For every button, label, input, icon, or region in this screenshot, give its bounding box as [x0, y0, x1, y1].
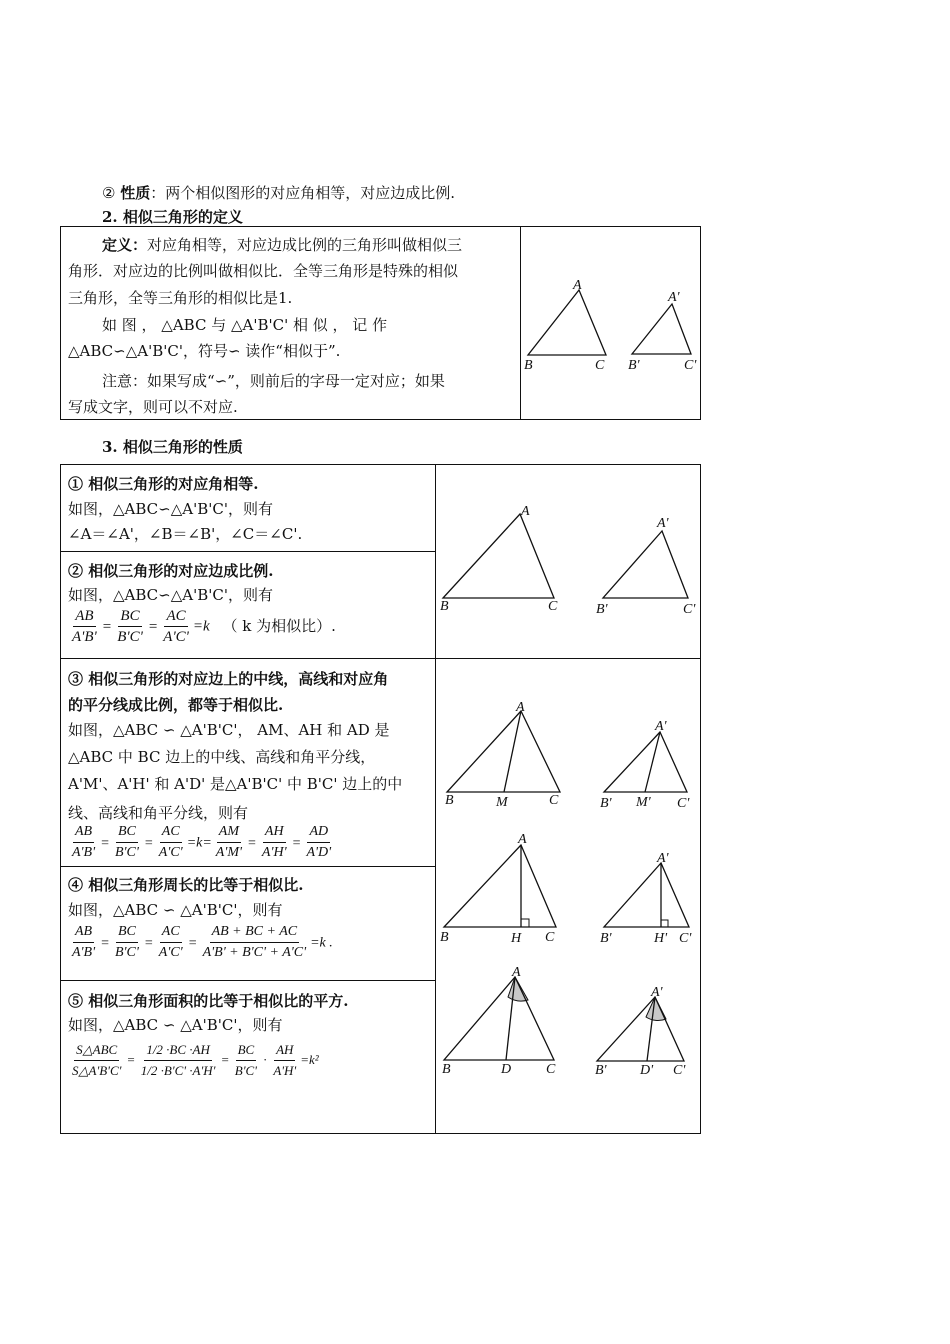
frac-den: A'H' [273, 1063, 297, 1078]
fraction [304, 822, 333, 863]
label-m-prime: M' [636, 795, 651, 810]
label-b: B [440, 599, 449, 614]
definition-line-2: 角形．对应边的比例叫做相似比．全等三角形是特殊的相似 [68, 262, 459, 280]
frac-num: AB + BC + AC [210, 922, 300, 943]
fraction [260, 822, 289, 863]
fraction [113, 822, 141, 863]
label-a-prime: A' [657, 851, 669, 866]
frac-num: AB [73, 922, 94, 943]
p3-line-3: A'M'、A'H' 和 A'D' 是△A'B'C' 中 B'C' 边上的中 [68, 775, 403, 793]
p1-title: ① 相似三角形的对应角相等. [68, 475, 259, 493]
row-divider-1 [60, 551, 436, 552]
fraction [70, 606, 99, 647]
frac-num: AH [263, 822, 286, 843]
section2-title: 2. 相似三角形的定义 [102, 208, 243, 226]
fraction [70, 922, 97, 963]
ratio-k: =k= [186, 835, 212, 851]
label-a: A [518, 832, 527, 847]
right-angle-mark-prime [661, 920, 668, 927]
frac-num: AC [160, 922, 182, 943]
label-b: B [442, 1062, 451, 1077]
frac-num: 1/2 ·BC ·AH [144, 1040, 212, 1061]
frac-num: AB [73, 822, 94, 843]
frac-den: A'B' [72, 945, 96, 960]
label-c-prime: C' [684, 358, 697, 373]
fraction [70, 1040, 123, 1081]
frac-den: B'C' [115, 845, 139, 860]
label-c: C [546, 1062, 556, 1077]
frac-den: A'D' [306, 845, 332, 860]
frac-num: BC [116, 922, 138, 943]
fraction [271, 1040, 298, 1081]
fig-altitude-triangle-prime [604, 863, 689, 927]
property-title: 性质 [120, 184, 151, 202]
label-b-prime: B' [600, 931, 612, 946]
definition-label: 定义： [102, 236, 148, 254]
label-c: C [545, 930, 555, 945]
fraction [214, 822, 244, 863]
fig-bisector-triangle [444, 977, 554, 1060]
p1-line-2: ∠A＝∠A'，∠B＝∠B'，∠C＝∠C'. [68, 525, 303, 543]
frac-num: AC [164, 606, 187, 627]
fig-bisector-triangle-prime [597, 997, 684, 1061]
label-h-prime: H' [654, 931, 668, 946]
frac-num: AC [160, 822, 182, 843]
label-c-prime: C' [679, 931, 692, 946]
fig1-triangle [443, 514, 554, 598]
property-number: ② [102, 184, 116, 202]
row-divider-3 [60, 866, 436, 867]
label-d-prime: D' [640, 1063, 654, 1078]
frac-den: B'C' [117, 629, 143, 645]
frac-den: 1/2 ·B'C' ·A'H' [140, 1063, 216, 1078]
p5-line-1: 如图，△ABC ∽ △A'B'C'，则有 [68, 1016, 283, 1034]
label-d: D [501, 1062, 512, 1077]
p5-formula: $\frac{\text{S△ABC}}{S\triangle A'B'C'}$ = $\frac{1/2 \cdot BC \cdot AH}{1/2 \cdot B'C' \cdot A'H'}$ = $\frac{BC}{B'C'}$ · $\frac{AH}{A'H'}$ =k² [68, 1040, 319, 1081]
p3-line-4: 线、高线和角平分线，则有 [68, 804, 249, 822]
frac-num: BC [118, 606, 141, 627]
p4-title: ④ 相似三角形周长的比等于相似比. [68, 876, 304, 894]
similar-triangles-figure [521, 227, 700, 419]
triangle-abc [528, 290, 606, 355]
frac-num: BC [116, 822, 138, 843]
p4-line-1: 如图，△ABC ∽ △A'B'C'，则有 [68, 901, 283, 919]
ratio-note: （ k 为相似比）. [222, 616, 336, 635]
label-c: C [549, 793, 559, 808]
label-c-prime: C' [677, 796, 690, 811]
frac-den: A'B' + B'C' + A'C' [202, 945, 307, 960]
ratio-k-squared: =k² [300, 1052, 319, 1067]
frac-num: AM [217, 822, 241, 843]
fraction [115, 606, 145, 647]
property-line [102, 182, 455, 204]
label-b-prime: B' [600, 796, 612, 811]
p2-title: ② 相似三角形的对应边成比例. [68, 562, 274, 580]
frac-den: A'M' [215, 845, 242, 860]
frac-den: B'C' [234, 1063, 257, 1078]
ratio-k: =k . [310, 935, 333, 951]
section3-title: 3. 相似三角形的性质 [102, 438, 243, 456]
frac-den: A'C' [158, 845, 183, 860]
fig-altitude-triangle [444, 845, 556, 927]
fraction [201, 922, 309, 963]
label-c-prime: C' [673, 1063, 686, 1078]
label-m: M [496, 795, 508, 810]
frac-den: B'C' [115, 945, 139, 960]
definition-text: 对应角相等，对应边成比例的三角形叫做相似三 [147, 236, 463, 254]
p3-formula: $\frac{AB}{A'B'}$ = $\frac{BC}{B'C'}$ = $\frac{AC}{A'C'}$ =k= $\frac{AM}{A'M'}$ = $\frac{AH}{A'H'}$ = $\frac{AD}{A'D'}$ [68, 822, 335, 863]
frac-num: S△ABC [74, 1040, 119, 1061]
frac-den: A'H' [261, 845, 287, 860]
median-am [504, 711, 521, 792]
p3-title-2: 的平分线成比例，都等于相似比. [68, 696, 284, 714]
example-line-1: 如 图 ， △ABC 与 △A'B'C' 相 似 ， 记 作 [102, 316, 388, 334]
frac-den: A'B' [72, 629, 97, 645]
definition-line-3: 三角形，全等三角形的相似比是1. [68, 289, 293, 307]
label-a-prime: A' [651, 985, 663, 1000]
p4-formula: $\frac{AB}{A'B'}$ = $\frac{BC}{B'C'}$ = $\frac{AC}{A'C'}$ = $\frac{AB + BC + AC}{A'B' + B'C' + A'C'}$ =k . [68, 922, 333, 963]
label-a-prime: A' [657, 516, 669, 531]
p1-line-1: 如图，△ABC∽△A'B'C'，则有 [68, 500, 273, 518]
label-c: C [548, 599, 558, 614]
right-angle-mark [521, 919, 529, 927]
row-divider-4 [60, 980, 436, 981]
p3-line-1: 如图，△ABC ∽ △A'B'C'， AM、AH 和 AD 是 [68, 721, 390, 739]
note-line-2: 写成文字，则可以不对应. [68, 398, 238, 416]
label-a: A [512, 965, 521, 980]
frac-den: S△A'B'C' [72, 1063, 122, 1078]
label-a-prime: A' [668, 290, 680, 305]
frac-num: BC [236, 1040, 257, 1061]
label-b: B [445, 793, 454, 808]
properties-figures [436, 465, 700, 1133]
label-a: A [573, 278, 582, 293]
p5-title: ⑤ 相似三角形面积的比等于相似比的平方. [68, 992, 349, 1010]
label-a-prime: A' [655, 719, 667, 734]
ratio-k: =k [192, 618, 210, 635]
property-text: ：两个相似图形的对应角相等，对应边成比例. [150, 184, 456, 202]
median-am-prime [645, 732, 660, 792]
label-c: C [595, 358, 605, 373]
definition-line-1 [102, 234, 462, 256]
p3-line-2: △ABC 中 BC 边上的中线、高线和角平分线， [68, 748, 376, 766]
label-a: A [516, 700, 525, 715]
triangle-abc-prime [632, 304, 691, 354]
note-line-1: 注意：如果写成“∽”，则前后的字母一定对应；如果 [102, 372, 445, 390]
label-b-prime: B' [628, 358, 640, 373]
fraction [157, 822, 185, 863]
example-line-2: △ABC∽△A'B'C'，符号∽ 读作“相似于”. [68, 342, 341, 360]
p2-line-1: 如图，△ABC∽△A'B'C'，则有 [68, 586, 273, 604]
label-c-prime: C' [683, 602, 696, 617]
frac-num: AD [307, 822, 330, 843]
fraction [233, 1040, 259, 1081]
p2-formula: $\frac{AB}{A'B'}$ = $\frac{BC}{B'C'}$ = $\frac{AC}{A'C'}$ =k （ k 为相似比）. [72, 608, 336, 645]
frac-den: A'B' [72, 845, 96, 860]
label-b-prime: B' [595, 1063, 607, 1078]
fraction [139, 1040, 218, 1081]
fig1-triangle-prime [603, 531, 688, 598]
frac-num: AH [274, 1040, 295, 1061]
fraction [157, 922, 185, 963]
label-a: A [521, 504, 530, 519]
fraction [113, 922, 141, 963]
fraction [70, 822, 97, 863]
label-b: B [440, 930, 449, 945]
p3-title-1: ③ 相似三角形的对应边上的中线，高线和对应角 [68, 670, 389, 688]
fig-median-triangle-prime [604, 732, 687, 792]
frac-den: A'C' [163, 629, 189, 645]
fig-median-triangle [447, 711, 560, 792]
label-b: B [524, 358, 533, 373]
label-h: H [511, 931, 522, 946]
label-b-prime: B' [596, 602, 608, 617]
frac-den: A'C' [158, 945, 183, 960]
fraction [161, 606, 191, 647]
frac-num: AB [73, 606, 95, 627]
